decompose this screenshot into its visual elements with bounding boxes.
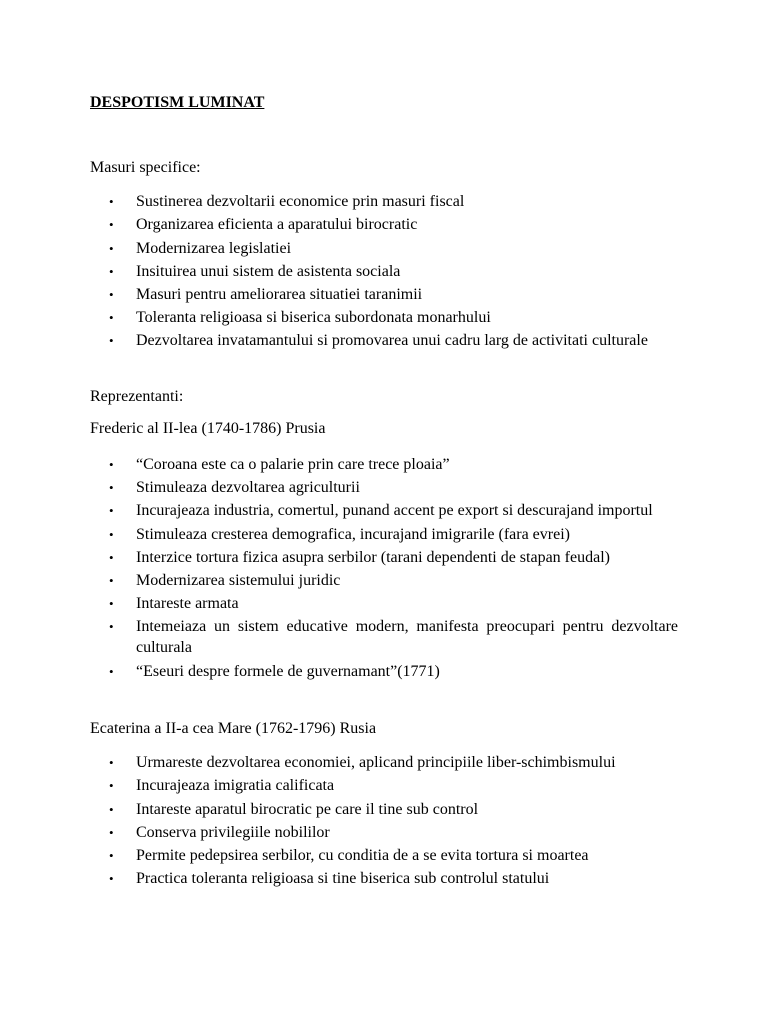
list-item: • Modernizarea sistemului juridic: [90, 569, 678, 592]
bullet-icon: •: [109, 287, 114, 303]
list-item: • “Coroana este ca o palarie prin care trece ploaia”: [90, 453, 678, 476]
bullet-icon: •: [109, 332, 114, 348]
bullet-icon: •: [109, 618, 114, 634]
list-item: • Urmareste dezvoltarea economiei, aplicand principiile liber-schimbismului: [90, 751, 678, 774]
bullet-icon: •: [109, 194, 114, 209]
list-item: • Dezvoltarea invatamantului si promovarea unui cadru larg de activitati culturale: [109, 331, 648, 349]
bullet-icon: •: [109, 217, 114, 233]
list-item: • Incurajeaza industria, comertul, punand accent pe export si descurajand importul: [109, 501, 653, 519]
list-item: • “Eseuri despre formele de guvernamant”(1771): [90, 660, 678, 683]
list-item: • Organizarea eficienta a aparatului birocratic: [90, 213, 678, 236]
list-item: • Masuri pentru ameliorarea situatiei taranimii: [90, 283, 678, 306]
bullet-icon: •: [109, 778, 114, 794]
bullet-icon: •: [109, 457, 114, 472]
list-item: • Conserva privilegiile nobililor: [90, 821, 678, 844]
ecaterina-list: [90, 751, 678, 891]
list-item: • Intareste aparatul birocratic pe care il tine sub control: [90, 798, 678, 821]
list-item: • Modernizarea legislatiei: [90, 237, 678, 260]
section-heading-ecaterina: Ecaterina a II-a cea Mare (1762-1796) Rusia: [90, 720, 377, 737]
list-item: • Sustinerea dezvoltarii economice prin masuri fiscal: [90, 190, 678, 213]
section-heading-masuri: Masuri specifice:: [90, 159, 201, 176]
section-heading-reprezentanti: Reprezentanti:: [90, 388, 184, 405]
list-item: • Incurajeaza imigratia calificata: [90, 774, 678, 797]
bullet-icon: •: [109, 596, 114, 612]
bullet-icon: •: [109, 755, 114, 770]
list-item: • Intareste armata: [90, 592, 678, 615]
bullet-icon: •: [109, 263, 114, 279]
list-item: • Interzice tortura fizica asupra serbilor (tarani dependenti de stapan feudal): [90, 546, 678, 569]
bullet-icon: •: [109, 310, 114, 326]
list-item: • Toleranta religioasa si biserica subordonata monarhului: [90, 306, 678, 329]
list-item: • Intemeiaza un sistem educative modern, manifesta preocupari pentru dezvoltare culturala: [109, 617, 678, 656]
bullet-icon: •: [109, 663, 114, 679]
bullet-icon: •: [109, 801, 114, 817]
section-heading-frederic: Frederic al II-lea (1740-1786) Prusia: [90, 420, 326, 437]
bullet-icon: •: [109, 824, 114, 840]
bullet-icon: •: [109, 526, 114, 542]
bullet-icon: •: [109, 240, 114, 256]
bullet-icon: •: [109, 480, 114, 496]
frederic-list: [90, 453, 678, 683]
bullet-icon: •: [109, 848, 114, 864]
masuri-list: [90, 190, 678, 353]
document-title: DESPOTISM LUMINAT: [90, 94, 265, 111]
list-item: • Practica toleranta religioasa si tine biserica sub controlul statului: [90, 867, 678, 890]
bullet-icon: •: [109, 871, 114, 887]
list-item: • Stimuleaza cresterea demografica, incurajand imigrarile (fara evrei): [90, 523, 678, 546]
bullet-icon: •: [109, 549, 114, 565]
bullet-icon: •: [109, 502, 114, 518]
list-item: • Permite pedepsirea serbilor, cu conditia de a se evita tortura si moartea: [90, 844, 678, 867]
list-item: • Insituirea unui sistem de asistenta sociala: [90, 260, 678, 283]
list-item: • Stimuleaza dezvoltarea agriculturii: [90, 476, 678, 499]
bullet-icon: •: [109, 573, 114, 589]
